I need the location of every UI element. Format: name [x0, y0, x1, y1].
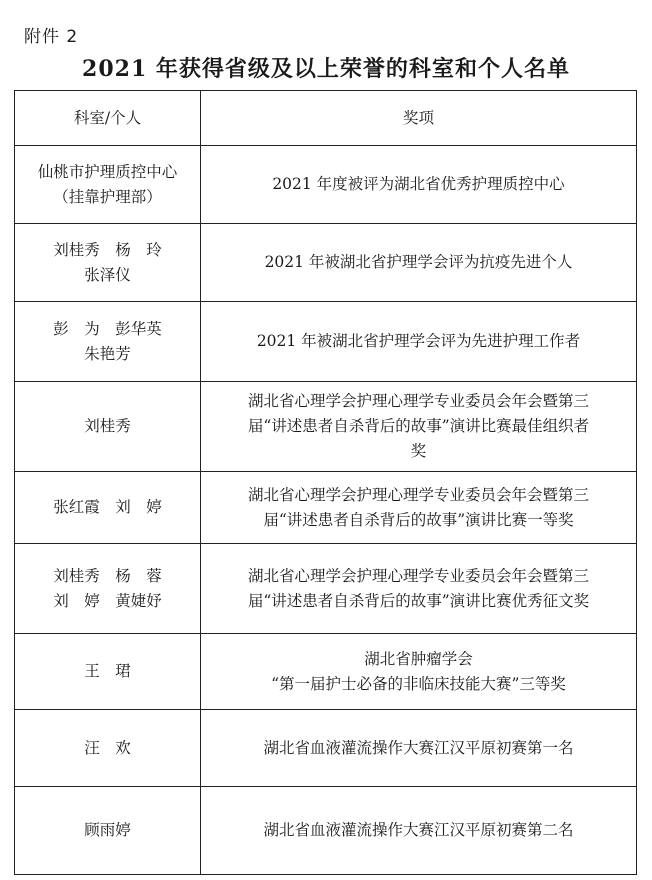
name-cell — [15, 302, 201, 382]
award-line: 湖北省心理学会护理心理学专业委员会年会暨第三 — [247, 485, 589, 504]
awards-table — [14, 90, 637, 875]
award-line: 湖北省心理学会护理心理学专业委员会年会暨第三 — [247, 566, 589, 585]
award-cell — [201, 544, 637, 634]
award-cell — [201, 472, 637, 544]
award-line: 湖北省肿瘤学会 — [364, 649, 473, 668]
table-row — [15, 634, 637, 710]
table-row — [15, 544, 637, 634]
table-header-row — [15, 91, 637, 146]
award-line: 届“讲述患者自杀背后的故事”演讲比赛优秀征文奖 — [247, 591, 590, 610]
award-cell — [201, 302, 637, 382]
name-line: 刘 婷 黄婕妤 — [53, 591, 162, 610]
table-row — [15, 472, 637, 544]
award-line: 湖北省心理学会护理心理学专业委员会年会暨第三 — [247, 392, 589, 410]
header-name: 科室/个人 — [15, 91, 201, 146]
award-cell — [201, 382, 637, 472]
award-line: 届“讲述患者自杀背后的故事”演讲比赛最佳组织者 — [247, 417, 590, 435]
award-cell — [201, 146, 637, 224]
award-line: 湖北省血液灌流操作大赛江汉平原初赛第一名 — [263, 738, 574, 757]
name-line: 彭 为 彭华英 — [53, 319, 162, 338]
document-title: 2021 年获得省级及以上荣誉的科室和个人名单 — [82, 56, 570, 82]
name-line: 王 珺 — [84, 662, 131, 680]
name-line: 朱艳芳 — [84, 344, 131, 363]
name-cell — [15, 472, 201, 544]
award-line: 湖北省血液灌流操作大赛江汉平原初赛第二名 — [263, 821, 574, 839]
name-line: 刘桂秀 — [84, 417, 131, 435]
name-cell — [15, 710, 201, 787]
table-row — [15, 224, 637, 302]
table-row — [15, 302, 637, 382]
name-line: 汪 欢 — [84, 738, 131, 757]
name-line: 仙桃市护理质控中心 — [37, 162, 178, 181]
table-row — [15, 787, 637, 875]
table-row — [15, 146, 637, 224]
name-line: 刘桂秀 杨 玲 — [53, 240, 162, 259]
award-cell — [201, 634, 637, 710]
name-line: （挂靠护理部） — [53, 187, 162, 206]
name-cell — [15, 146, 201, 224]
name-line: 张泽仪 — [84, 265, 131, 284]
award-cell — [201, 710, 637, 787]
name-cell — [15, 382, 201, 472]
attachment-label: 附件 2 — [24, 27, 79, 47]
name-line: 刘桂秀 杨 蓉 — [53, 566, 162, 585]
table-row — [15, 382, 637, 472]
header-award: 奖项 — [201, 91, 637, 146]
name-cell — [15, 634, 201, 710]
award-line: 2021 年度被评为湖北省优秀护理质控中心 — [272, 175, 565, 193]
award-line: “第一届护士必备的非临床技能大赛”三等奖 — [271, 674, 566, 693]
name-line: 顾雨婷 — [84, 821, 131, 839]
table-row — [15, 710, 637, 787]
name-cell — [15, 224, 201, 302]
award-cell — [201, 787, 637, 875]
award-line: 届“讲述患者自杀背后的故事”演讲比赛一等奖 — [263, 510, 574, 529]
award-line: 2021 年被湖北省护理学会评为抗疫先进个人 — [264, 253, 573, 271]
award-cell — [201, 224, 637, 302]
name-line: 张红霞 刘 婷 — [53, 498, 162, 516]
name-cell — [15, 787, 201, 875]
award-line: 奖 — [410, 442, 427, 460]
name-cell — [15, 544, 201, 634]
award-line: 2021 年被湖北省护理学会评为先进护理工作者 — [256, 332, 581, 350]
